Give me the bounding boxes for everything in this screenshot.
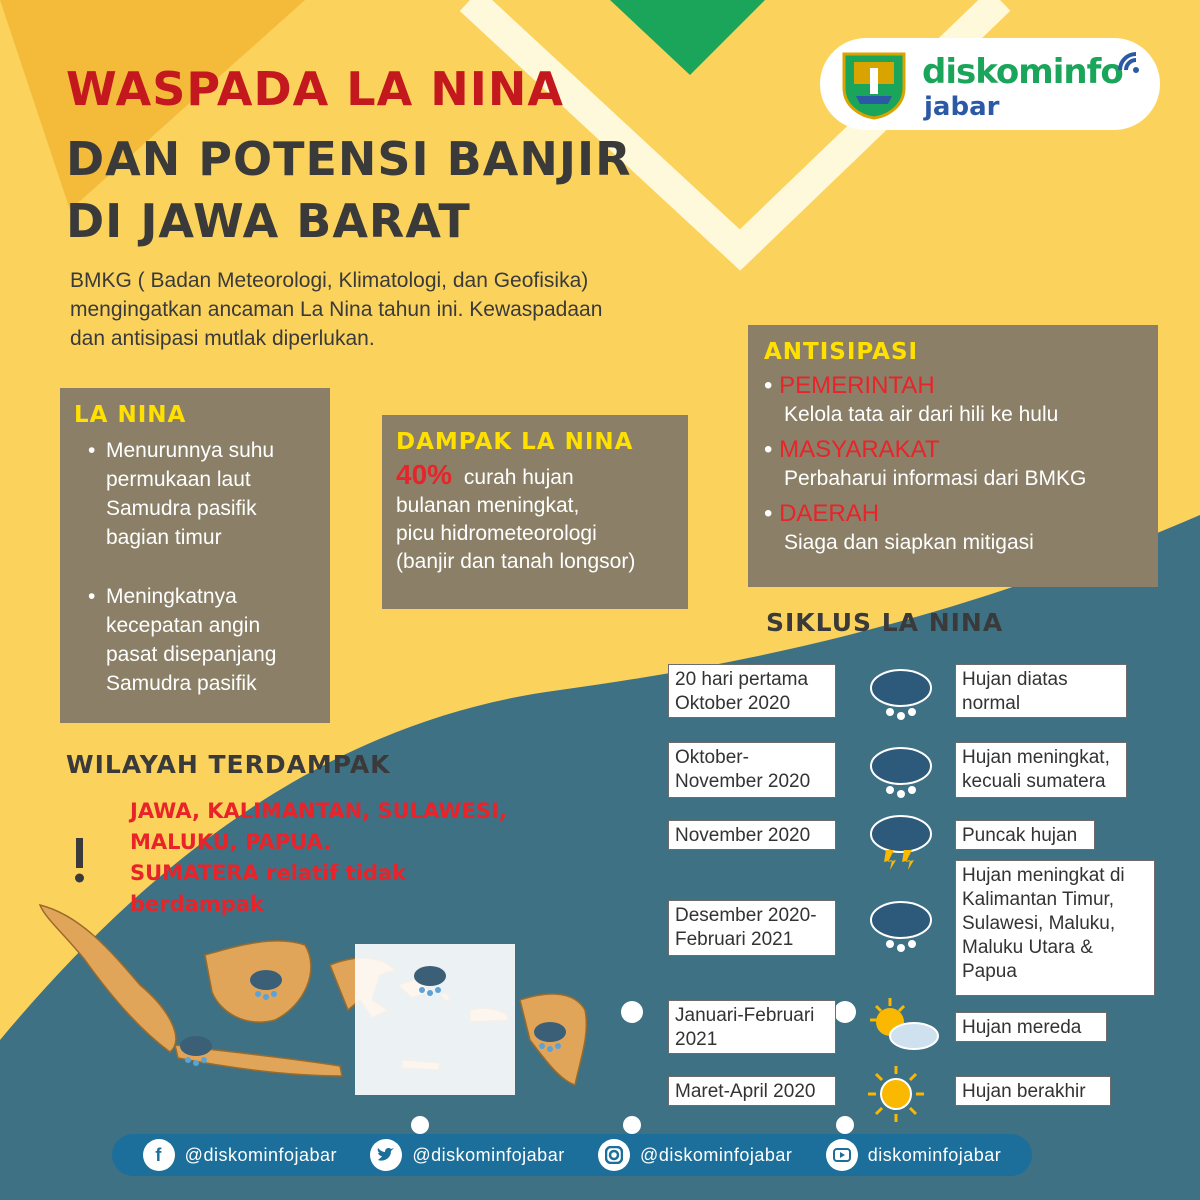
antisipasi-item: • PEMERINTAH Kelola tata air dari hili ke hulu: [764, 371, 1146, 429]
sun-icon: [866, 1064, 936, 1124]
wilayah-line: MALUKU, PAPUA.: [130, 830, 332, 854]
social-twitter[interactable]: [370, 1139, 564, 1171]
dampak-line: bulanan meningkat,: [396, 494, 580, 517]
siklus-period: [668, 664, 836, 718]
dampak-line: curah hujan: [463, 466, 574, 489]
wilayah-line: SUMATERA relatif tidak: [130, 861, 407, 885]
siklus-period: [668, 820, 836, 850]
desc-line: Hujan berakhir: [962, 1081, 1086, 1102]
period-line: Oktober-: [675, 747, 749, 768]
dampak-line: picu hidrometeorologi: [396, 522, 597, 545]
rain-cloud-icon: [866, 742, 936, 802]
bullet-line: permukaan laut: [106, 468, 251, 491]
desc-line: Maluku Utara &: [962, 937, 1093, 958]
antisipasi-text: Kelola tata air dari hili ke hulu: [784, 403, 1059, 426]
facebook-icon: f: [143, 1139, 175, 1171]
title-line-1: WASPADA LA NINA: [66, 62, 564, 116]
rain-cloud-icon: [530, 1018, 570, 1054]
rain-cloud-icon: [866, 896, 936, 956]
west-java-seal-icon: [838, 48, 910, 120]
bullet-line: kecepatan angin: [106, 614, 261, 637]
desc-line: Sulawesi, Maluku,: [962, 913, 1116, 934]
dampak-text: [396, 461, 678, 576]
antisipasi-category: MASYARAKAT: [779, 436, 940, 463]
rain-cloud-icon: [866, 664, 936, 724]
bullet-line: pasat disepanjang: [106, 643, 277, 666]
intro-line: mengingatkan ancaman La Nina tahun ini. Kewaspadaan: [70, 298, 603, 321]
bullet-line: Samudra pasifik: [106, 672, 257, 695]
dampak-box: [382, 415, 688, 609]
logo-word-1: diskominfo: [922, 52, 1123, 92]
siklus-desc: [955, 742, 1127, 798]
rain-cloud-icon: [246, 966, 286, 1002]
siklus-desc: [955, 820, 1095, 850]
la-nina-box: [60, 388, 330, 723]
period-line: Desember 2020-: [675, 905, 817, 926]
desc-line: Hujan meningkat di: [962, 865, 1125, 886]
rain-cloud-icon: [176, 1032, 216, 1068]
wilayah-text: [130, 796, 507, 920]
desc-line: Hujan meningkat,: [962, 747, 1110, 768]
siklus-desc: [955, 1012, 1107, 1042]
la-nina-bullet: • Menurunnya suhu permukaan laut Samudra pasifik bagian timur: [88, 436, 314, 552]
dampak-percent: 40%: [396, 459, 453, 490]
antisipasi-item: • DAERAH Siaga dan siapkan mitigasi: [764, 499, 1146, 557]
youtube-handle: diskominfojabar: [867, 1144, 1002, 1165]
desc-line: Hujan mereda: [962, 1017, 1082, 1038]
period-line: Januari-Februari: [675, 1005, 815, 1026]
antisipasi-category: DAERAH: [779, 500, 880, 527]
logo-badge: [820, 38, 1160, 130]
social-facebook[interactable]: [143, 1139, 337, 1171]
antisipasi-title: ANTISIPASI: [764, 339, 919, 365]
thunderstorm-icon: [866, 810, 936, 870]
social-bar: [112, 1134, 1032, 1176]
warning-icon: [36, 812, 124, 890]
youtube-icon: [826, 1139, 858, 1171]
intro-line: BMKG ( Badan Meteorologi, Klimatologi, dan Geofisika): [70, 269, 589, 292]
siklus-title: SIKLUS LA NINA: [766, 608, 1004, 637]
bullet-line: Meningkatnya: [106, 585, 237, 608]
title-line-3: DI JAWA BARAT: [66, 194, 471, 248]
green-triangle: [610, 0, 765, 75]
period-line: Maret-April 2020: [675, 1081, 816, 1102]
period-line: 2021: [675, 1029, 718, 1050]
title-line-2: DAN POTENSI BANJIR: [66, 132, 632, 186]
siklus-period: [668, 1000, 836, 1054]
bullet-line: Samudra pasifik: [106, 497, 257, 520]
wilayah-line: berdampak: [130, 892, 264, 916]
social-youtube[interactable]: [826, 1139, 1002, 1171]
intro-text: [70, 266, 750, 353]
siklus-desc: [955, 664, 1127, 718]
antisipasi-box: [748, 325, 1158, 587]
instagram-icon: [598, 1139, 630, 1171]
la-nina-title: LA NINA: [74, 402, 187, 428]
desc-line: Kalimantan Timur,: [962, 889, 1115, 910]
desc-line: kecuali sumatera: [962, 771, 1106, 792]
dampak-line: (banjir dan tanah longsor): [396, 550, 636, 573]
desc-line: Hujan diatas: [962, 669, 1068, 690]
siklus-period: [668, 1076, 836, 1106]
facebook-handle: @diskominfojabar: [184, 1144, 338, 1165]
bullet-line: Menurunnya suhu: [106, 439, 275, 462]
desc-line: normal: [962, 693, 1021, 714]
period-line: November 2020: [675, 825, 811, 846]
antisipasi-text: Siaga dan siapkan mitigasi: [784, 531, 1034, 554]
wilayah-title: WILAYAH TERDAMPAK: [66, 750, 391, 779]
siklus-desc: [955, 860, 1155, 996]
rain-cloud-icon: [410, 962, 450, 998]
desc-line: Puncak hujan: [962, 825, 1078, 846]
wilayah-line: JAWA, KALIMANTAN, SULAWESI,: [130, 799, 507, 823]
period-line: November 2020: [675, 771, 811, 792]
sun-cloud-icon: [862, 996, 932, 1056]
desc-line: Papua: [962, 961, 1017, 982]
instagram-handle: @diskominfojabar: [640, 1144, 793, 1165]
period-line: Februari 2021: [675, 929, 794, 950]
bullet-line: bagian timur: [106, 526, 222, 549]
dampak-title: DAMPAK LA NINA: [396, 429, 634, 455]
twitter-icon: [370, 1139, 402, 1171]
social-instagram[interactable]: [598, 1139, 792, 1171]
period-line: 20 hari pertama: [675, 669, 809, 690]
antisipasi-item: • MASYARAKAT Perbaharui informasi dari BMKG: [764, 435, 1146, 493]
antisipasi-category: PEMERINTAH: [779, 372, 935, 399]
siklus-desc: [955, 1076, 1111, 1106]
antisipasi-text: Perbaharui informasi dari BMKG: [784, 467, 1087, 490]
intro-line: dan antisipasi mutlak diperlukan.: [70, 327, 375, 350]
period-line: Oktober 2020: [675, 693, 791, 714]
siklus-period: [668, 742, 836, 798]
wifi-icon: [1116, 50, 1146, 80]
twitter-handle: @diskominfojabar: [412, 1144, 565, 1165]
la-nina-bullet: • Meningkatnya kecepatan angin pasat disepanjang Samudra pasifik: [88, 582, 314, 698]
logo-word-2: jabar: [924, 92, 1000, 122]
siklus-period: [668, 900, 836, 956]
